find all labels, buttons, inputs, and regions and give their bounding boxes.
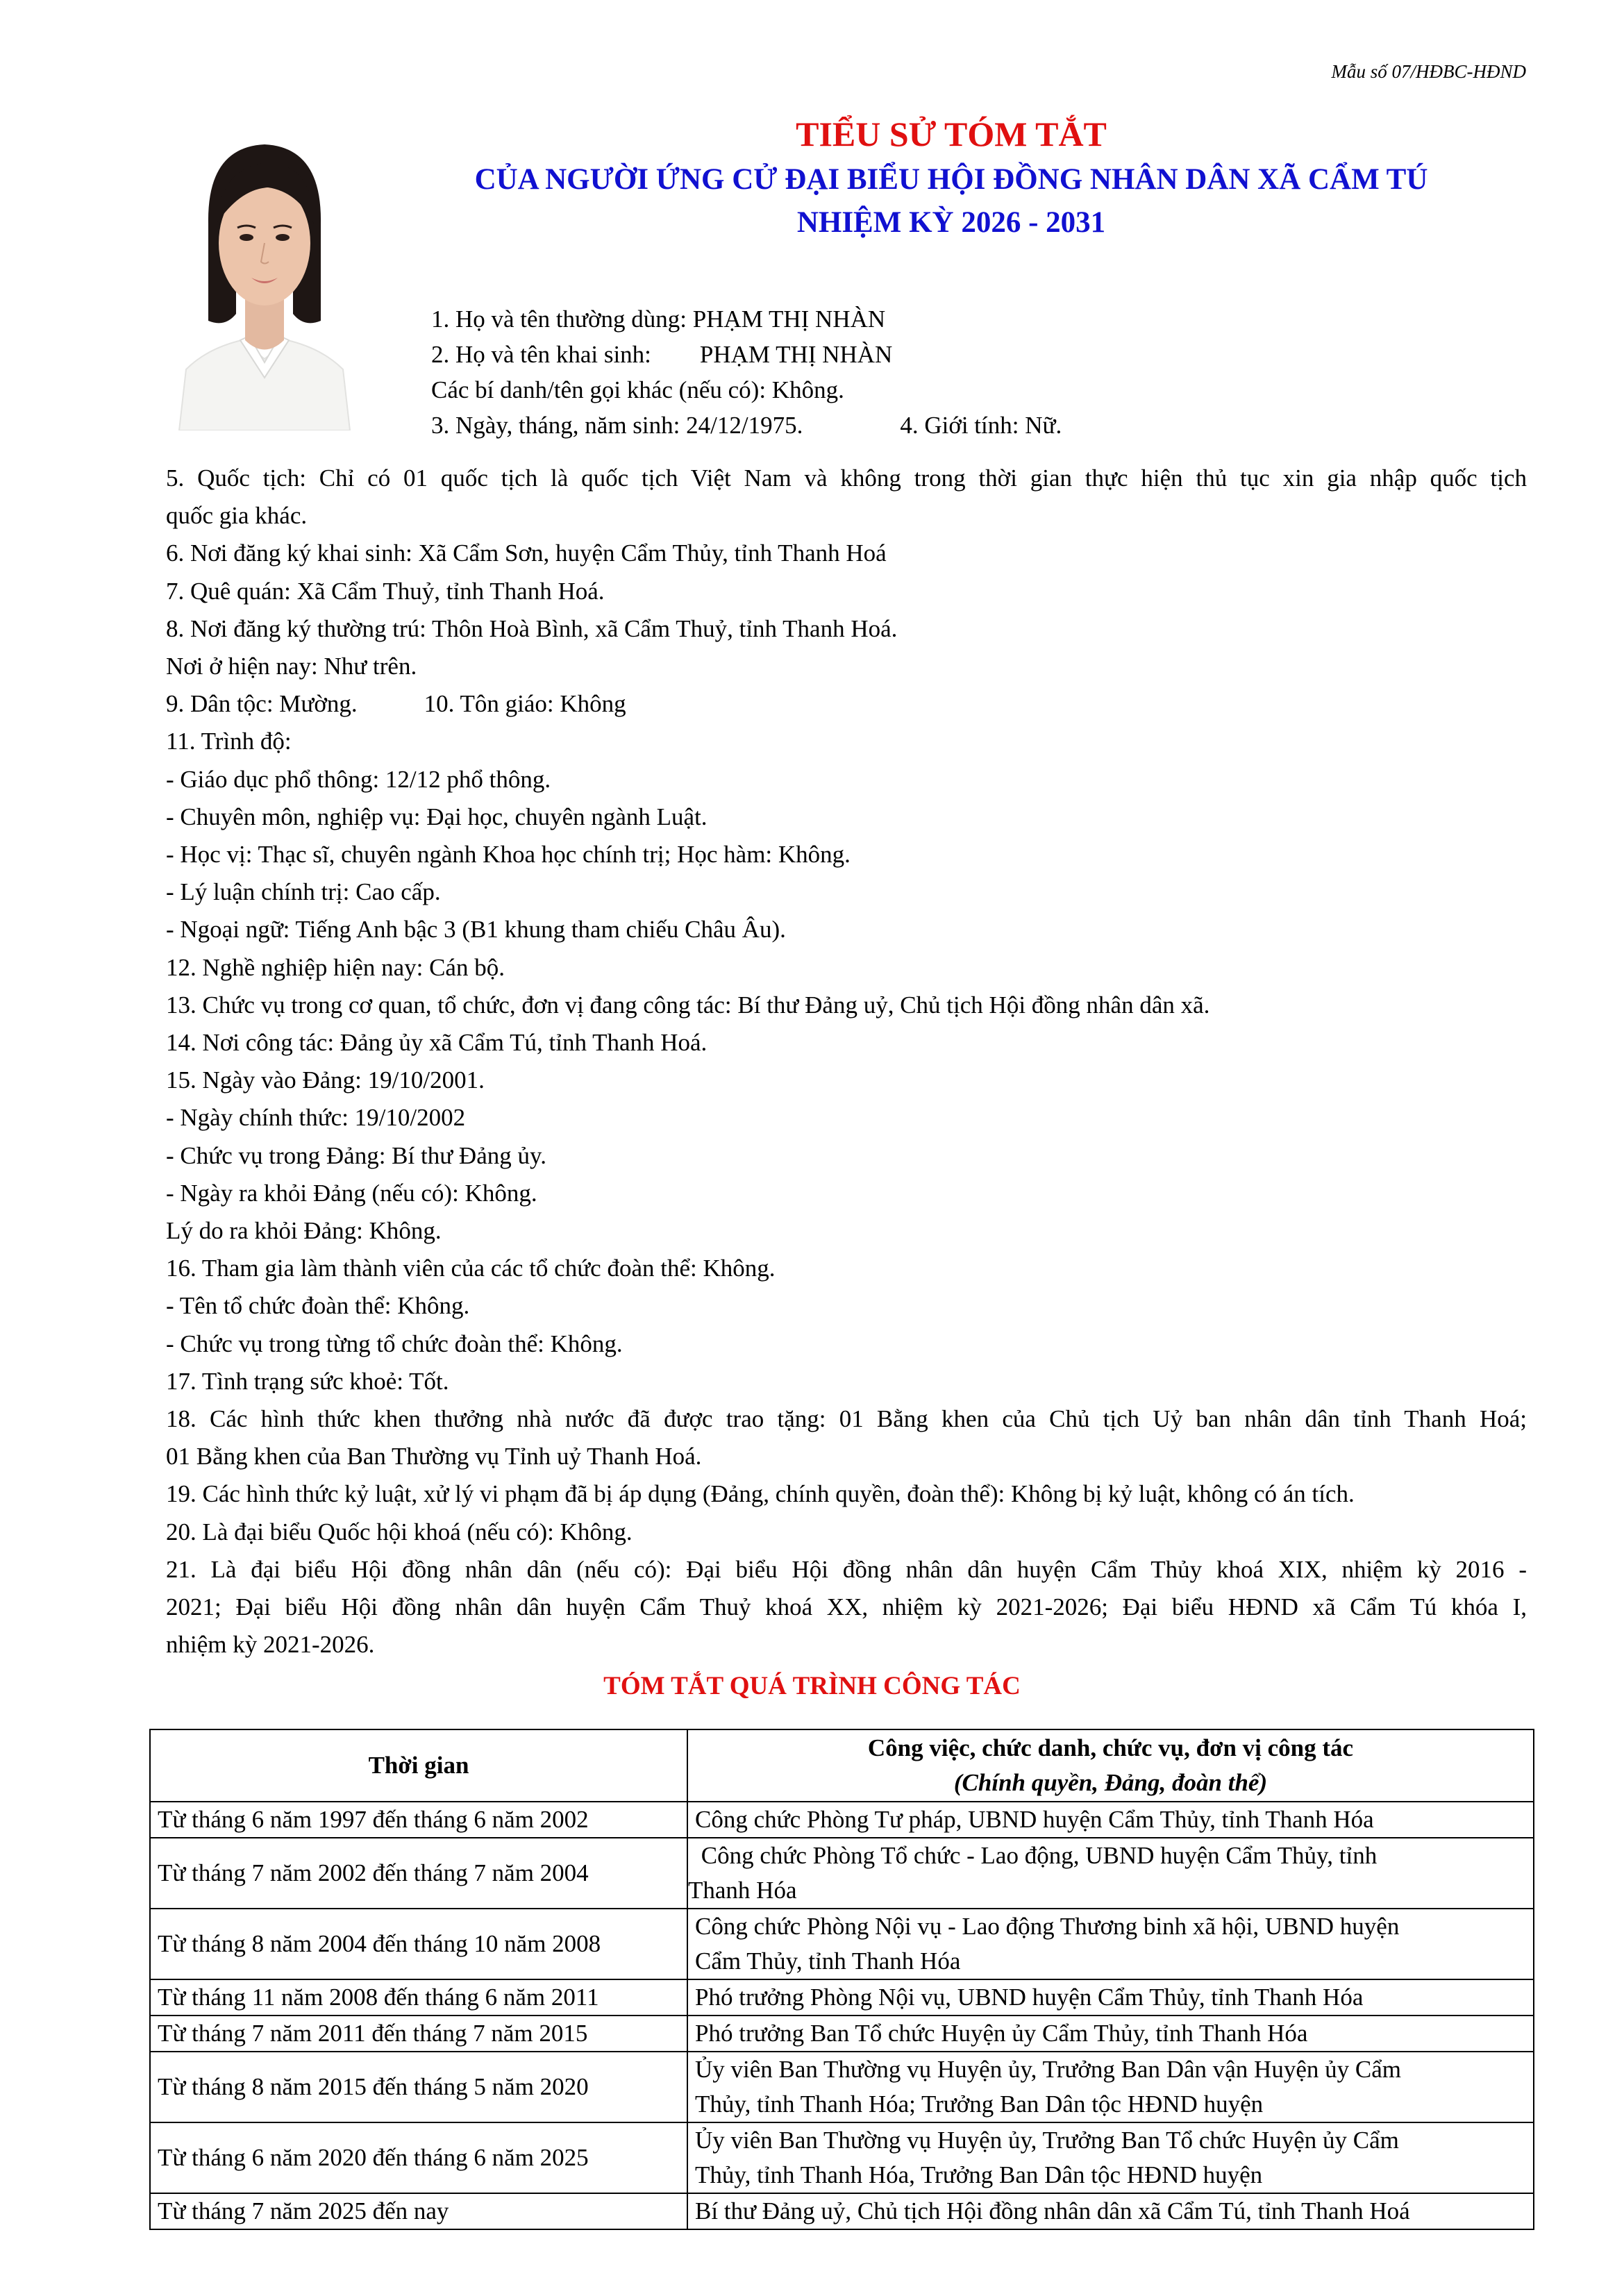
title-line-2: CỦA NGƯỜI ỨNG CỬ ĐẠI BIỂU HỘI ĐỒNG NHÂN DÂN XÃ CẨM TÚ [474,163,1428,196]
organization-position: - Chức vụ trong từng tổ chức đoàn thể: Không. [166,1330,623,1357]
row-job-line: Bí thư Đảng uỷ, Chủ tịch Hội đồng nhân dân xã Cẩm Tú, tỉnh Thanh Hoá [695,2197,1410,2224]
table-row [150,1979,1534,2016]
table-row [150,2122,1534,2193]
official-party-date: - Ngày chính thức: 19/10/2002 [166,1104,466,1132]
national-assembly-deputy: 20. Là đại biểu Quốc hội khoá (nếu có): Không. [166,1518,633,1545]
foreign-language: - Ngoại ngữ: Tiếng Anh bậc 3 (B1 khung tham chiếu Châu Âu). [166,916,786,944]
row-job-line: Công chức Phòng Tổ chức - Lao động, UBND huyện Cẩm Thủy, tỉnh [695,1842,1378,1869]
row-job-line-2: Thủy, tỉnh Thanh Hóa, Trưởng Ban Dân tộc HĐND huyện [695,2161,1263,2188]
workplace: 14. Nơi công tác: Đảng ủy xã Cẩm Tú, tỉnh Thanh Hoá. [166,1029,708,1057]
birth-registration: 6. Nơi đăng ký khai sinh: Xã Cẩm Sơn, huyện Cẩm Thủy, tỉnh Thanh Hoá [166,539,887,567]
row-time: Từ tháng 7 năm 2025 đến nay [150,2193,687,2229]
row-job-line: Công chức Phòng Nội vụ - Lao động Thương binh xã hội, UBND huyện [695,1913,1400,1940]
hometown: 7. Quê quán: Xã Cẩm Thuỷ, tỉnh Thanh Hoá. [166,577,605,605]
row-job-line: Ủy viên Ban Thường vụ Huyện ủy, Trưởng Ban Dân vận Huyện ủy Cẩm [695,2056,1401,2083]
permanent-residence: 8. Nơi đăng ký thường trú: Thôn Hoà Bình, xã Cẩm Thuỷ, tỉnh Thanh Hoá. [166,614,898,642]
nationality-line: 5. Quốc tịch: Chỉ có 01 quốc tịch là quốc tịch Việt Nam và không trong thời gian thực hiện thủ tục xin gia nhập quốc tịch [166,464,1527,492]
current-residence: Nơi ở hiện nay: Như trên. [166,653,417,680]
row-time: Từ tháng 7 năm 2011 đến tháng 7 năm 2015 [150,2016,687,2052]
work-history-table [149,1729,1534,2230]
nationality-line-cont: quốc gia khác. [166,502,308,530]
row-time: Từ tháng 8 năm 2004 đến tháng 10 năm 2008 [150,1909,687,1979]
council-deputy-line-2: 2021; Đại biểu Hội đồng nhân dân huyện Cẩm Thuỷ khoá XX, nhiệm kỳ 2021-2026; Đại biểu HĐND xã Cẩm Tú khóa I, [166,1593,1527,1621]
row-job [687,1802,1534,1838]
row-job [687,1979,1534,2016]
row-job-line-2: Thanh Hóa [688,1877,797,1904]
birth-name-value: PHẠM THỊ NHÀN [699,341,893,368]
row-job [687,2193,1534,2229]
birth-name-label: 2. Họ và tên khai sinh: [431,341,651,368]
political-theory: - Lý luận chính trị: Cao cấp. [166,878,441,906]
aliases-field: Các bí danh/tên gọi khác (nếu có): Không. [431,376,844,403]
row-job-line: Công chức Phòng Tư pháp, UBND huyện Cẩm Thủy, tỉnh Thanh Hóa [695,1806,1374,1833]
row-job [687,2052,1534,2122]
table-row [150,1838,1534,1909]
table-row [150,2052,1534,2122]
dob-gender-row [431,408,1062,443]
portrait-photo [165,119,364,430]
work-history-title: TÓM TẮT QUÁ TRÌNH CÔNG TÁC [603,1672,1021,1700]
title-line-3: NHIỆM KỲ 2026 - 2031 [796,206,1106,239]
organization-name: - Tên tổ chức đoàn thể: Không. [166,1292,470,1320]
education-heading: 11. Trình độ: [166,728,292,755]
row-job-line-2: Cẩm Thủy, tỉnh Thanh Hóa [695,1947,961,1975]
general-education: - Giáo dục phổ thông: 12/12 phổ thông. [166,765,551,793]
row-job-line: Phó trưởng Phòng Nội vụ, UBND huyện Cẩm Thủy, tỉnh Thanh Hóa [695,1984,1364,2011]
table-header-row [150,1729,1534,1802]
religion: 10. Tôn giáo: Không [424,690,626,718]
birth-name-field [431,337,1062,372]
form-number: Mẫu số 07/HĐBC-HĐND [1331,61,1526,82]
row-time: Từ tháng 11 năm 2008 đến tháng 6 năm 2011 [150,1979,687,2016]
dob-field: 3. Ngày, tháng, năm sinh: 24/12/1975. [431,412,803,439]
table-row [150,1802,1534,1838]
council-deputy-line-3: nhiệm kỳ 2021-2026. [166,1631,375,1659]
header-job-line-2: (Chính quyền, Đảng, đoàn thể) [953,1769,1268,1796]
row-time: Từ tháng 7 năm 2002 đến tháng 7 năm 2004 [150,1838,687,1909]
awards-line: 18. Các hình thức khen thưởng nhà nước đã được trao tặng: 01 Bằng khen của Chủ tịch Uỷ ban nhân dân tỉnh Thanh Hoá; [166,1405,1527,1433]
personal-info-header [431,301,1062,443]
party-leave-date: - Ngày ra khỏi Đảng (nếu có): Không. [166,1179,537,1207]
occupation: 12. Nghề nghiệp hiện nay: Cán bộ. [166,953,505,981]
awards-line-cont: 01 Bằng khen của Ban Thường vụ Tỉnh uỷ Thanh Hoá. [166,1443,702,1470]
header-job-line-1: Công việc, chức danh, chức vụ, đơn vị công tác [867,1734,1354,1761]
academic-degree: - Học vị: Thạc sĩ, chuyên ngành Khoa học chính trị; Học hàm: Không. [166,841,851,869]
party-leave-reason: Lý do ra khỏi Đảng: Không. [166,1217,442,1245]
ethnicity: 9. Dân tộc: Mường. [166,690,358,718]
ethnicity-religion-row [166,685,1527,723]
row-time: Từ tháng 6 năm 2020 đến tháng 6 năm 2025 [150,2122,687,2193]
table-row [150,1909,1534,1979]
council-deputy-line-1: 21. Là đại biểu Hội đồng nhân dân (nếu có): Đại biểu Hội đồng nhân dân huyện Cẩm Thủy khoá XIX, nhiệm kỳ 2016 - [166,1555,1527,1583]
table-row [150,2016,1534,2052]
document-title [424,110,1479,244]
row-job-line: Ủy viên Ban Thường vụ Huyện ủy, Trưởng Ban Tổ chức Huyện ủy Cẩm [695,2127,1399,2154]
party-position: - Chức vụ trong Đảng: Bí thư Đảng ủy. [166,1141,546,1169]
row-job [687,2016,1534,2052]
health-status: 17. Tình trạng sức khoẻ: Tốt. [166,1367,449,1395]
common-name-field: 1. Họ và tên thường dùng: PHẠM THỊ NHÀN [431,305,886,333]
disciplinary-record: 19. Các hình thức kỷ luật, xử lý vi phạm đã bị áp dụng (Đảng, chính quyền, đoàn thể): Không bị kỷ luật, không có án tích. [166,1480,1355,1508]
gender-field: 4. Giới tính: Nữ. [900,412,1062,439]
current-position: 13. Chức vụ trong cơ quan, tổ chức, đơn vị đang công tác: Bí thư Đảng uỷ, Chủ tịch Hội đồng nhân dân xã. [166,991,1210,1019]
row-time: Từ tháng 6 năm 1997 đến tháng 6 năm 2002 [150,1802,687,1838]
header-time: Thời gian [150,1729,687,1802]
party-admission-date: 15. Ngày vào Đảng: 19/10/2001. [166,1066,485,1094]
row-time: Từ tháng 8 năm 2015 đến tháng 5 năm 2020 [150,2052,687,2122]
row-job [687,2122,1534,2193]
mass-organizations: 16. Tham gia làm thành viên của các tổ chức đoàn thể: Không. [166,1255,776,1282]
row-job-line: Phó trưởng Ban Tổ chức Huyện ủy Cẩm Thủy, tỉnh Thanh Hóa [695,2020,1308,2047]
row-job [687,1838,1534,1909]
header-job [687,1729,1534,1802]
table-row [150,2193,1534,2229]
professional-qualification: - Chuyên môn, nghiệp vụ: Đại học, chuyên ngành Luật. [166,803,708,830]
row-job-line-2: Thủy, tỉnh Thanh Hóa; Trưởng Ban Dân tộc HĐND huyện [695,2090,1264,2118]
row-job [687,1909,1534,1979]
title-line-1: TIỂU SỬ TÓM TẮT [796,115,1107,153]
biography-details [166,460,1527,1664]
